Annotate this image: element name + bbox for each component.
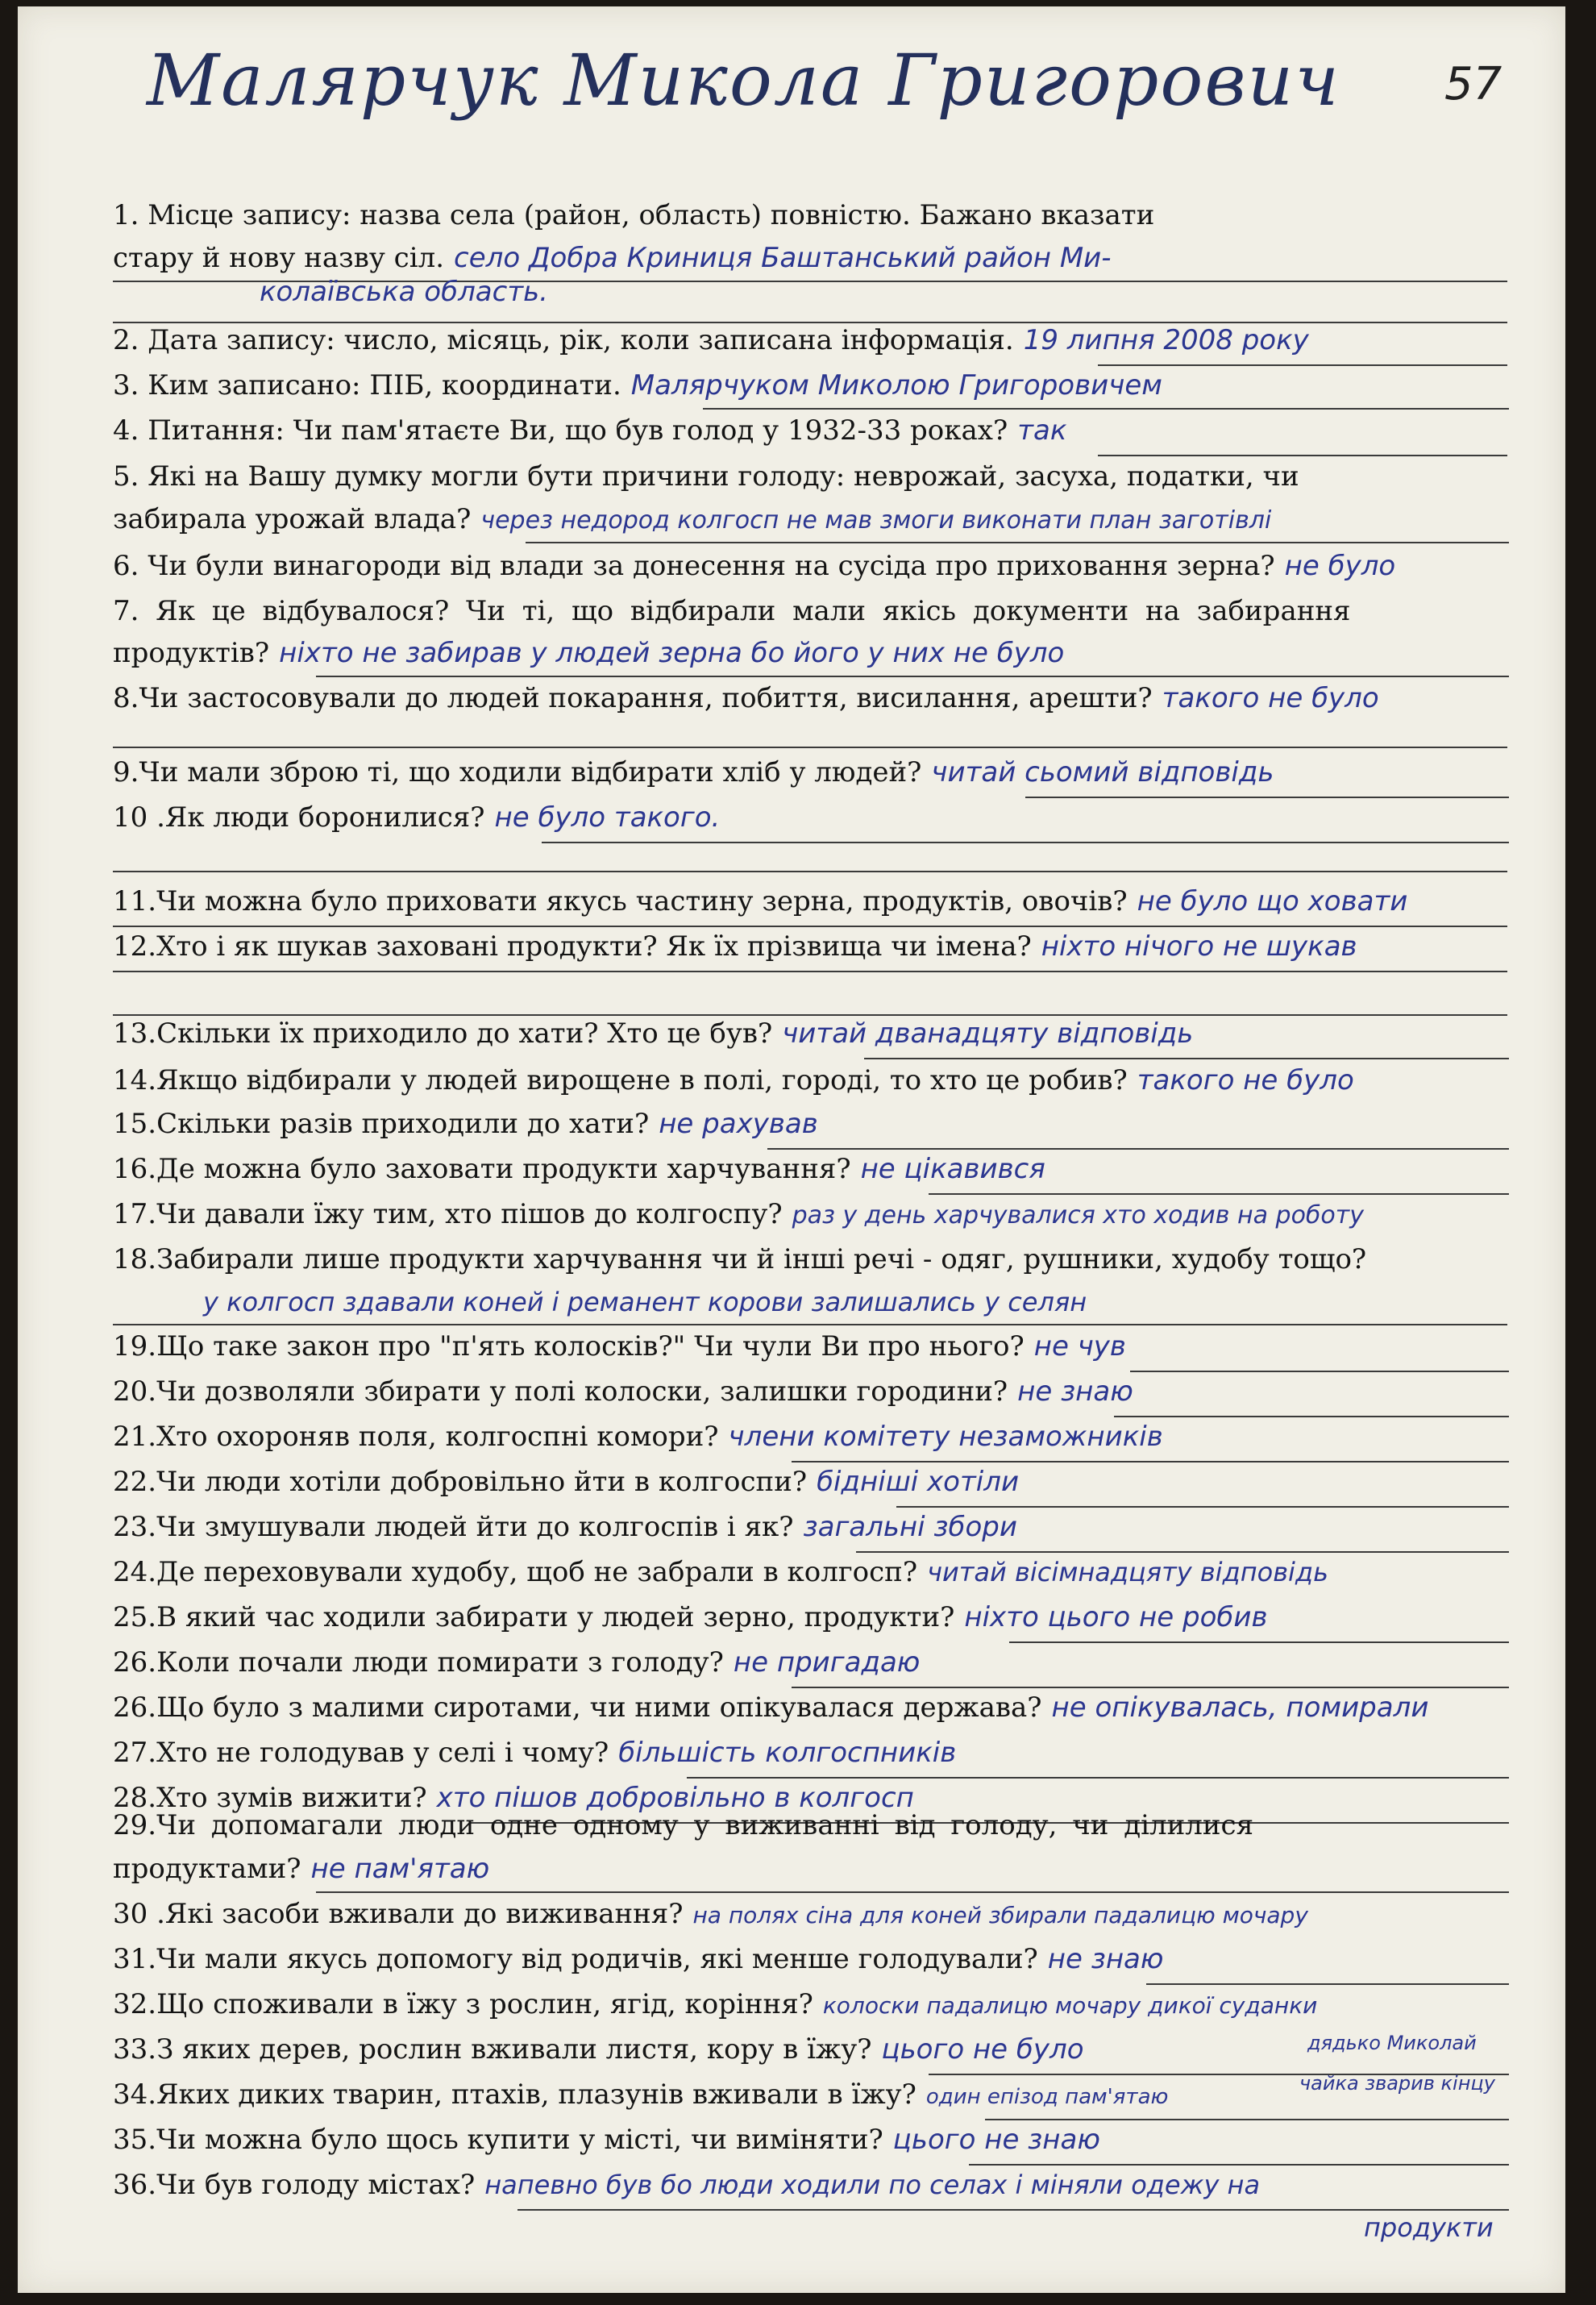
- question-5: 5. Які на Вашу думку могли бути причини голоду: неврожай, засуха, податки, чи: [113, 460, 1299, 493]
- answer-14: такого не було: [1137, 1064, 1354, 1096]
- answer-36-continued: продукти: [1364, 2212, 1494, 2243]
- answer-line: [316, 676, 1509, 677]
- answer-25: ніхто цього не робив: [964, 1601, 1268, 1633]
- answer-line: [113, 747, 1507, 748]
- answer-1: село Добра Криниця Баштанський район Ми-: [454, 242, 1112, 274]
- answer-28: хто пішов добровільно в колгосп: [436, 1782, 914, 1814]
- page-number: 57: [1444, 58, 1502, 110]
- answer-13: читай дванадцяту відповідь: [782, 1017, 1194, 1050]
- question-28: 28.Хто зумів вижити? хто пішов добровільно в колгосп: [113, 1782, 914, 1814]
- answer-line: [1146, 1983, 1509, 1985]
- answer-line: [113, 871, 1507, 872]
- answer-32: колоски падалицю мочару дикої суданки: [822, 1992, 1318, 2019]
- question-15: 15.Скільки разів приходили до хати? не рахував: [113, 1108, 818, 1140]
- answer-34: один епізод пам'ятаю: [925, 2085, 1169, 2109]
- question-35: 35.Чи можна було щось купити у місті, чи виміняти? цього не знаю: [113, 2124, 1100, 2156]
- question-22: 22.Чи люди хотіли добровільно йти в колгоспи? бідніші хотіли: [113, 1466, 1020, 1498]
- question-9: 9.Чи мали зброю ті, що ходили відбирати хліб у людей? читай сьомий відповідь: [113, 756, 1274, 788]
- answer-27: більшість колгоспників: [618, 1737, 957, 1769]
- answer-6: не було: [1284, 550, 1396, 582]
- answer-26a: не пригадаю: [733, 1646, 921, 1679]
- answer-15: не рахував: [659, 1108, 818, 1140]
- answer-21: члени комітету незаможників: [728, 1421, 1163, 1453]
- answer-2: 19 липня 2008 року: [1023, 324, 1309, 356]
- answer-33: цього не було: [881, 2033, 1084, 2066]
- question-5-line2: забирала урожай влада? через недород колгосп не мав змоги виконати план заготівлі: [113, 503, 1272, 535]
- answer-line: [113, 971, 1507, 972]
- question-34: 34.Яких диких тварин, птахів, плазунів вживали в їжу? один епізод пам'ятаю: [113, 2078, 1169, 2111]
- question-21: 21.Хто охороняв поля, колгоспні комори? члени комітету незаможників: [113, 1421, 1163, 1453]
- answer-line: [526, 542, 1509, 543]
- answer-line: [969, 2164, 1509, 2166]
- question-16: 16.Де можна було заховати продукти харчування? не цікавився: [113, 1153, 1045, 1185]
- answer-35: цього не знаю: [892, 2124, 1100, 2156]
- question-8: 8.Чи застосовували до людей покарання, побиття, висилання, арешти? такого не було: [113, 682, 1379, 714]
- question-33: 33.З яких дерев, рослин вживали листя, кору в їжу? цього не було: [113, 2033, 1084, 2066]
- answer-31: не знаю: [1047, 1943, 1164, 1975]
- question-31: 31.Чи мали якусь допомогу від родичів, які менше голодували? не знаю: [113, 1943, 1164, 1975]
- question-29-line2: продуктами? не пам'ятаю: [113, 1853, 490, 1885]
- question-32: 32.Що споживали в їжу з рослин, ягід, коріння? колоски падалицю мочару дикої суданки: [113, 1988, 1318, 2020]
- answer-26b: не опікувалась, помирали: [1051, 1691, 1429, 1724]
- answer-line: [113, 926, 1507, 927]
- answer-22: бідніші хотіли: [817, 1466, 1020, 1498]
- question-7-line2: продуктів? ніхто не забирав у людей зерна бо його у них не було: [113, 637, 1065, 669]
- answer-34-note-side: чайка зварив кінцу: [1299, 2072, 1495, 2095]
- answer-23: загальні збори: [803, 1511, 1017, 1543]
- answer-11: не було що ховати: [1137, 885, 1408, 917]
- question-12: 12.Хто і як шукав заховані продукти? Як їх прізвища чи імена? ніхто нічого не шукав: [113, 930, 1357, 963]
- answer-line: [792, 1687, 1509, 1688]
- answer-5: через недород колгосп не мав змоги виконати план заготівлі: [480, 506, 1272, 535]
- respondent-name-handwritten: Малярчук Микола Григорович: [147, 39, 1340, 122]
- answer-1-continued: колаївська область.: [260, 276, 548, 308]
- answer-8: такого не було: [1162, 682, 1379, 714]
- answer-line: [703, 408, 1509, 410]
- answer-line: [864, 1058, 1509, 1059]
- question-4: 4. Питання: Чи пам'ятаєте Ви, що був голод у 1932-33 роках? так: [113, 414, 1067, 447]
- question-1-line2: стару й нову назву сіл. село Добра Криниця Баштанський район Ми-: [113, 242, 1112, 274]
- answer-20: не знаю: [1017, 1375, 1133, 1408]
- question-6: 6. Чи були винагороди від влади за донесення на сусіда про приховання зерна? не було: [113, 550, 1396, 582]
- answer-line: [856, 1551, 1509, 1553]
- answer-34-note-top: дядько Миколай: [1307, 2032, 1477, 2054]
- answer-10: не було такого.: [494, 801, 721, 834]
- answer-line: [767, 1148, 1509, 1150]
- answer-16: не цікавився: [860, 1153, 1045, 1185]
- answer-line: [1098, 364, 1507, 366]
- answer-4: так: [1017, 414, 1067, 447]
- question-25: 25.В який час ходили забирати у людей зерно, продукти? ніхто цього не робив: [113, 1601, 1268, 1633]
- question-13: 13.Скільки їх приходило до хати? Хто це був? читай дванадцяту відповідь: [113, 1017, 1194, 1050]
- question-26b: 26.Що було з малими сиротами, чи ними опікувалася держава? не опікувалась, помирали: [113, 1691, 1429, 1724]
- answer-line: [517, 2209, 1509, 2211]
- question-1: 1. Місце запису: назва села (район, область) повністю. Бажано вказати: [113, 199, 1155, 231]
- question-7: 7. Як це відбувалося? Чи ті, що відбирали мали якісь документи на забирання: [113, 595, 1351, 627]
- answer-17: раз у день харчувалися хто ходив на роботу: [792, 1201, 1365, 1229]
- answer-9: читай сьомий відповідь: [931, 756, 1274, 788]
- question-36: 36.Чи був голоду містах? напевно був бо люди ходили по селах і міняли одежу на: [113, 2169, 1261, 2201]
- question-20: 20.Чи дозволяли збирати у полі колоски, залишки городини? не знаю: [113, 1375, 1133, 1408]
- question-30: 30 .Які засоби вживали до виживання? на полях сіна для коней збирали падалицю мочару: [113, 1898, 1308, 1930]
- question-29: 29.Чи допомагали люди одне одному у виживанні від голоду, чи ділилися: [113, 1809, 1254, 1841]
- answer-line: [1130, 1371, 1509, 1372]
- answer-line: [316, 1891, 1509, 1893]
- question-17: 17.Чи давали їжу тим, хто пішов до колгоспу? раз у день харчувалися хто ходив на роботу: [113, 1198, 1365, 1230]
- answer-line: [1009, 1641, 1509, 1643]
- question-19: 19.Що таке закон про "п'ять колосків?" Чи чули Ви про нього? не чув: [113, 1330, 1126, 1363]
- question-10: 10 .Як люди боронилися? не було такого.: [113, 801, 721, 834]
- question-23: 23.Чи змушували людей йти до колгоспів і як? загальні збори: [113, 1511, 1017, 1543]
- question-3: 3. Ким записано: ПІБ, координати. Малярчуком Миколою Григоровичем: [113, 369, 1162, 402]
- question-11: 11.Чи можна було приховати якусь частину зерна, продуктів, овочів? не було що ховати: [113, 885, 1408, 917]
- answer-line: [1098, 455, 1507, 456]
- answer-18: у колгосп здавали коней і реманент корови залишались у селян: [203, 1287, 1087, 1317]
- answer-line: [542, 842, 1509, 843]
- answer-line: [896, 1506, 1509, 1508]
- answer-line: [985, 2119, 1509, 2120]
- question-14: 14.Якщо відбирали у людей вирощене в полі, городі, то хто це робив? такого не було: [113, 1064, 1354, 1096]
- question-26a: 26.Коли почали люди помирати з голоду? не пригадаю: [113, 1646, 921, 1679]
- answer-12: ніхто нічого не шукав: [1041, 930, 1357, 963]
- answer-36: напевно був бо люди ходили по селах і міняли одежу на: [484, 2170, 1261, 2200]
- answer-19: не чув: [1033, 1330, 1126, 1363]
- answer-line: [792, 1461, 1509, 1462]
- questionnaire: [18, 6, 1565, 2293]
- answer-24: читай вісімнадцяту відповідь: [927, 1557, 1328, 1587]
- answer-line: [1114, 1416, 1509, 1417]
- question-2: 2. Дата запису: число, місяць, рік, коли записана інформація. 19 липня 2008 року: [113, 324, 1309, 356]
- answer-line: [687, 1777, 1509, 1779]
- answer-line: [929, 1193, 1509, 1195]
- question-27: 27.Хто не голодував у селі і чому? більшість колгоспників: [113, 1737, 957, 1769]
- question-24: 24.Де переховували худобу, щоб не забрали в колгосп? читай вісімнадцяту відповідь: [113, 1556, 1328, 1588]
- answer-line: [1025, 797, 1509, 798]
- answer-line: [113, 1324, 1507, 1325]
- answer-30: на полях сіна для коней збирали падалицю мочару: [692, 1902, 1308, 1928]
- answer-29: не пам'ятаю: [310, 1853, 490, 1885]
- question-18: 18.Забирали лише продукти харчування чи й інші речі - одяг, рушники, худобу тощо?: [113, 1243, 1367, 1275]
- answer-7: ніхто не забирав у людей зерна бо його у них не було: [279, 637, 1065, 669]
- answer-3: Малярчуком Миколою Григоровичем: [630, 369, 1162, 402]
- document-page: [18, 6, 1565, 2293]
